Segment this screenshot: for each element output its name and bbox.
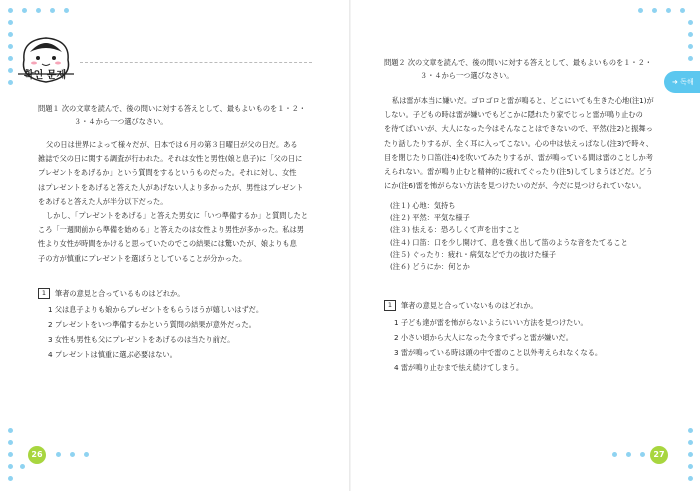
section-tab: ➜ 독해	[664, 71, 700, 93]
choice-item: 3 雷が鳴っている時は頭の中で雷のこと以外考えられなくなる。	[394, 348, 603, 357]
choice-item: 2 小さい頃から大人になった今までずっと雷が嫌いだ。	[394, 333, 573, 342]
question-text: 筆者の意見と合っているものはどれか。	[55, 288, 185, 298]
page-number-right: 27	[650, 446, 668, 464]
right-choices	[394, 315, 602, 375]
right-page	[350, 0, 700, 491]
choice-item: 4 雷が鳴り止むまで怯え続けてしまう。	[394, 363, 524, 372]
question-text: 筆者の意見と合っていないものはどれか。	[401, 300, 538, 310]
left-passage: 父の日は世界によって様々だが、日本では６月の第３日曜日が父の日だ。ある 雑誌で父の日に関する調査が行われた。それは女性と男性(娘と息子)に「父の日に プレゼントをあげるか」という質問をするというものだった。それに対し、女性 はプレゼントをあげると答えた人があげない人より多かったが、男性はプレゼント をあげると答えた人が半分以下だった。 しかし、「プレゼントをあげる」と答えた男女に「いつ準備するか」と質問したと ころ「一週間前から準備を始める」と答えたのは女性より男性が多かった。私は男 性より女性が時間をかけると思っていたのでこの結果には驚いたが、娘よりも息 子の方が慎重にプレゼントを選ぼうとしていることが分かった。	[38, 140, 309, 263]
note-item: (注３) 怯える：恐ろしくて声を出すこと	[390, 225, 521, 235]
question-number-box: 1	[38, 288, 50, 299]
right-question	[384, 300, 538, 311]
note-item: (注１) 心地：気持ち	[390, 201, 456, 210]
left-question	[38, 288, 184, 299]
choice-item: 3 女性も男性も父にプレゼントをあげるのは当たり前だ。	[48, 335, 235, 344]
left-question-title: 問題１ 次の文章を読んで、後の問いに対する答えとして、最もよいものを１・２・ ３・４から一つ選びなさい。	[38, 104, 306, 126]
tab-arrow-icon: ➜	[672, 78, 678, 86]
note-item: (注４) 口笛：口を少し開けて、息を強く出して笛のような音をたてること	[390, 237, 628, 247]
note-item: (注６) どうにか：何とか	[390, 262, 470, 272]
right-question-title: 問題２ 次の文章を読んで、後の問いに対する答えとして、最もよいものを１・２・ ３・４から一つ選びなさい。	[384, 58, 652, 80]
choice-item: 4 プレゼントは慎重に選ぶ必要はない。	[48, 350, 177, 359]
note-item: (注５) ぐったり：疲れ・病気などで力の抜けた様子	[390, 249, 556, 259]
choice-item: 2 プレゼントをいつ準備するかという質問の結果が意外だった。	[48, 320, 256, 329]
badge-label: 확인 문제	[24, 70, 67, 81]
question-number-box: 1	[384, 300, 396, 311]
page-number-left: 26	[28, 446, 46, 464]
right-passage: 私は雷が本当に嫌いだ。ゴロゴロと雷が鳴ると、どこにいても生きた心地(注1)が しない。子どもの時は雷が嫌いでもどこかに隠れたり家でじっと雷が鳴り止むの を待てばいいが、大人になった今はそんなことはできないので、平然(注2)と振舞っ たり話したりするが、全く耳に入ってこない。心の中は怯えっぱなし(注3)で時々、 目を閉じたり口笛(注4)を吹いてみたりするが、雷が鳴っている間は雷のことしか考 えられない。雷が鳴り止むと精神的に疲れてぐったり(注5)してしまうほどだ。どう にか(注6)雷を怖がらない方法を見つけたいのだが、今だに見つけられていない。	[384, 96, 654, 191]
choice-item: 1 子ども達が雷を怖がらないようにいい方法を見つけたい。	[394, 318, 588, 327]
left-choices	[48, 302, 263, 362]
right-notes	[390, 200, 628, 273]
choice-item: 1 父は息子よりも娘からプレゼントをもらうほうが嬉しいはずだ。	[48, 305, 264, 314]
header-divider	[80, 62, 312, 63]
left-top-dots	[0, 0, 350, 20]
note-item: (注２) 平然：平気な様子	[390, 213, 470, 223]
